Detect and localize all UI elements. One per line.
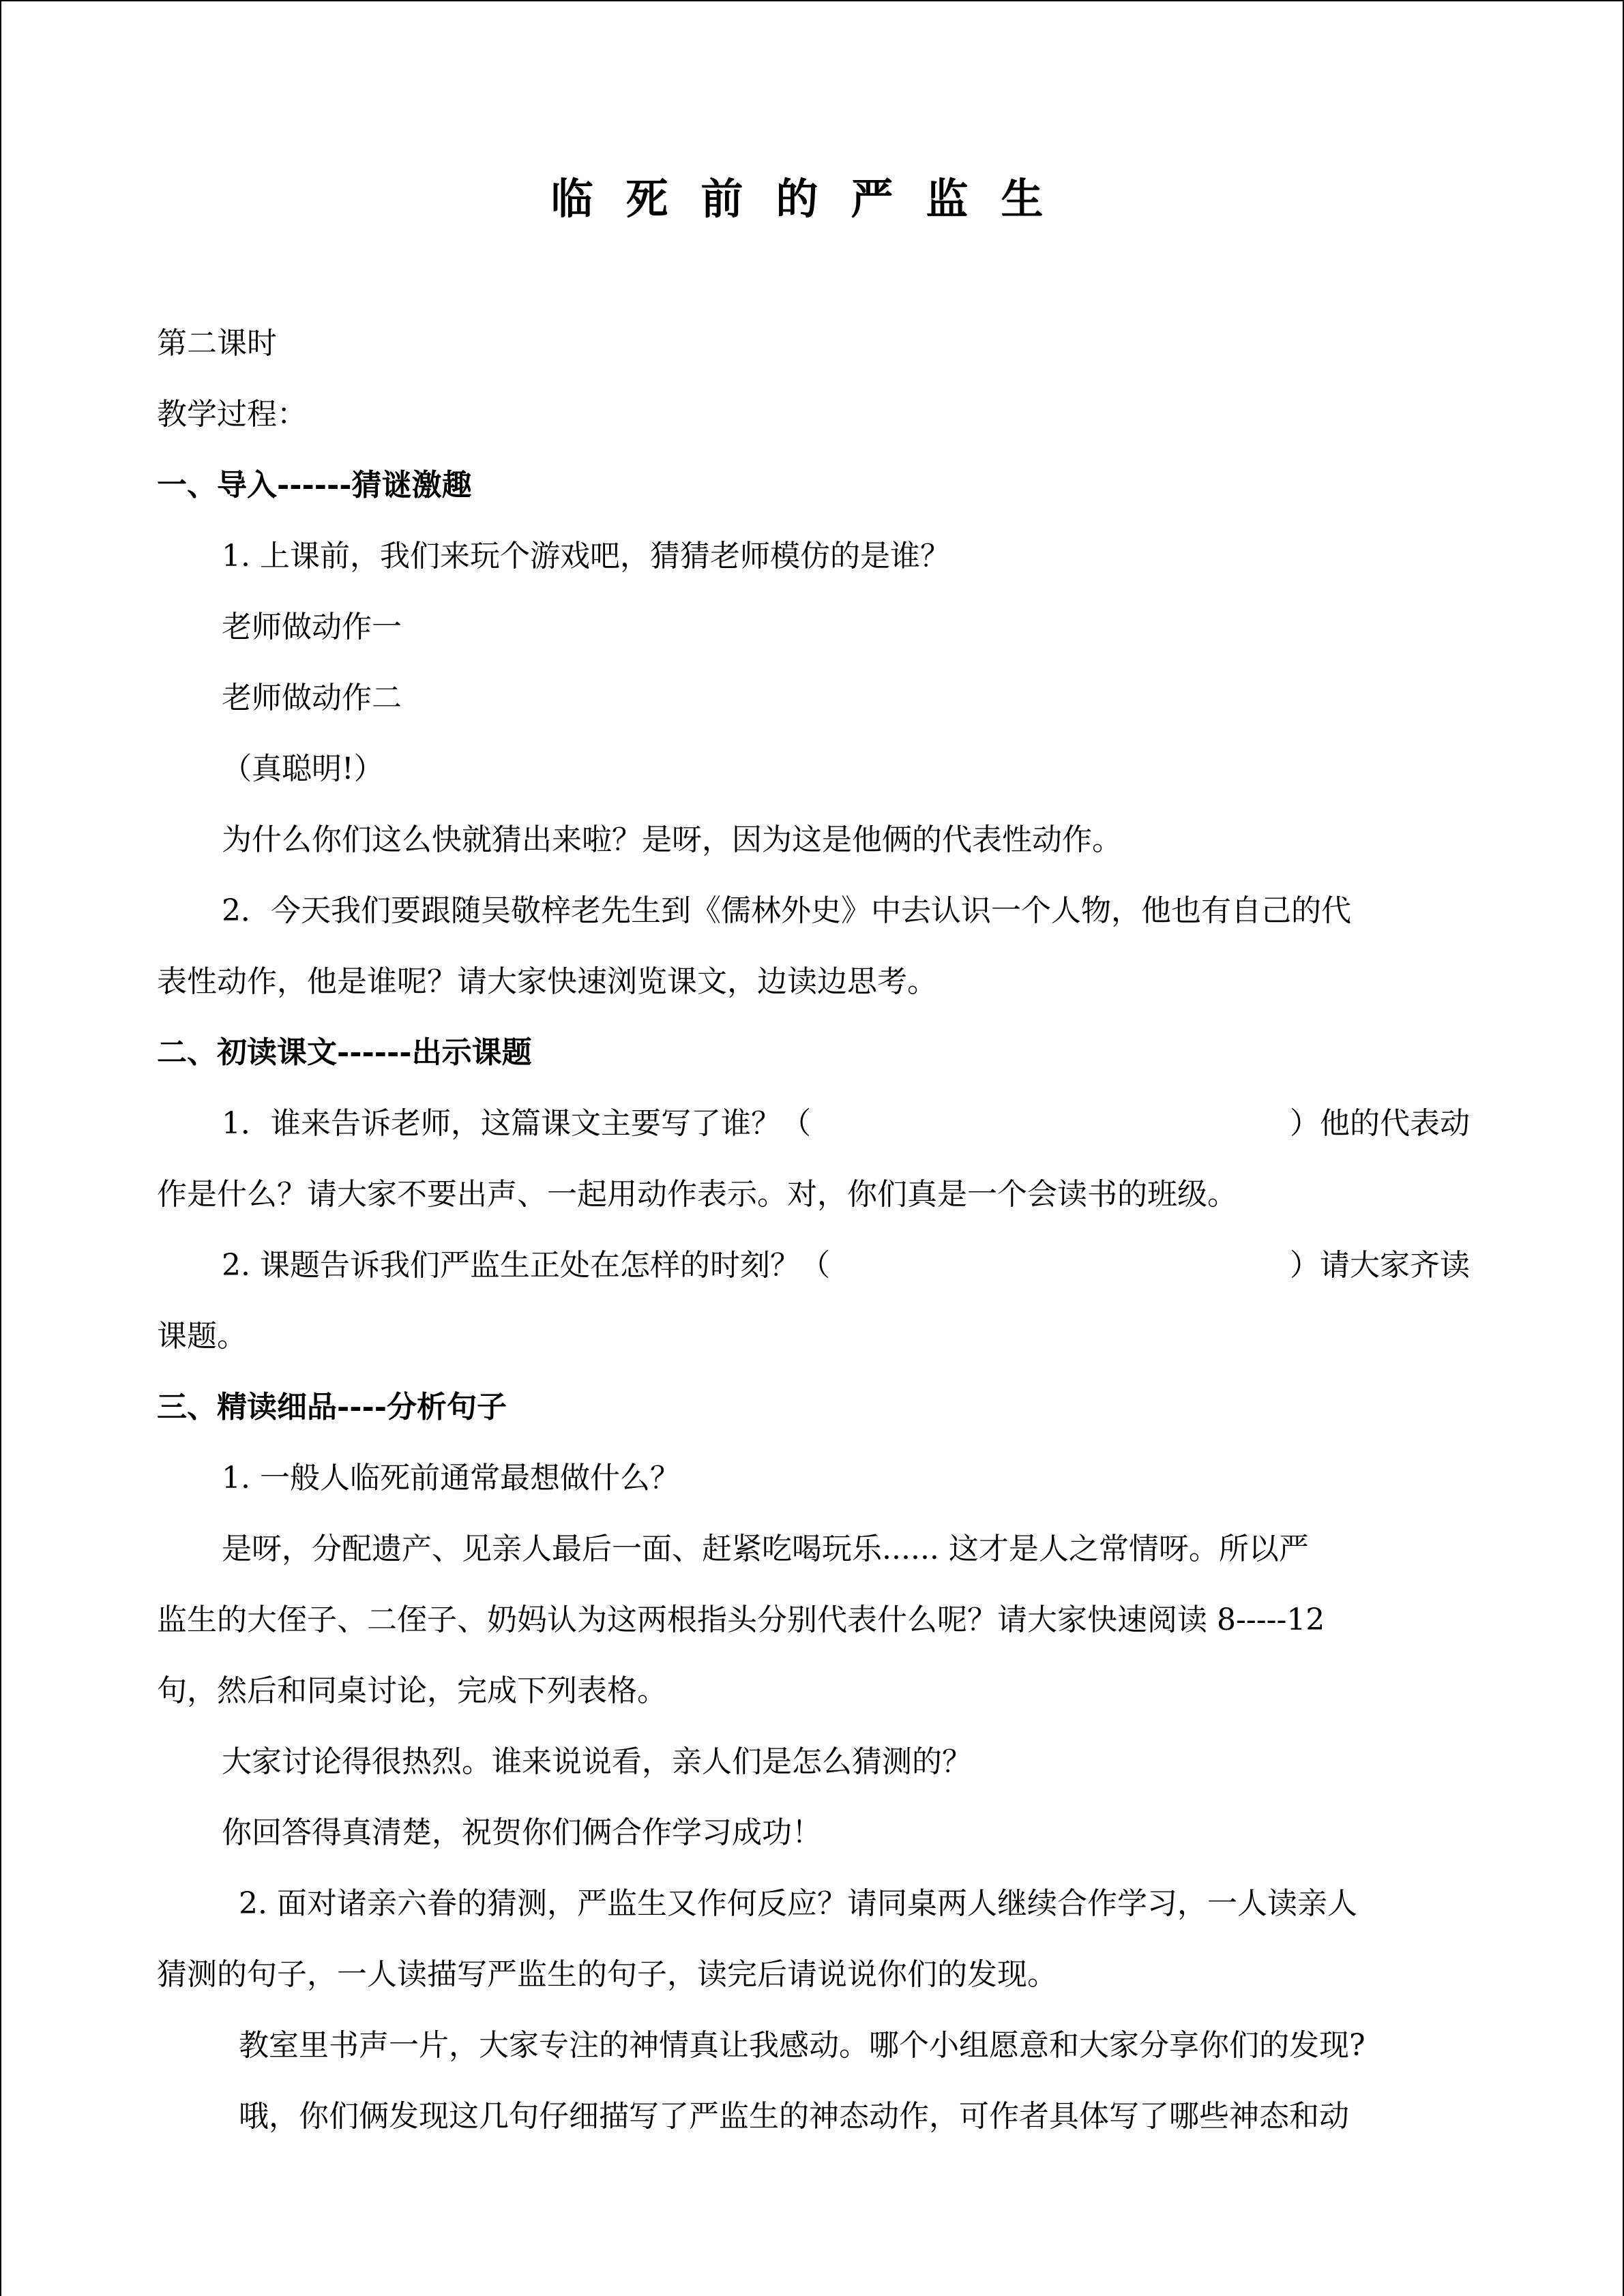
paragraph: 句，然后和同桌讨论，完成下列表格。 [157, 1673, 667, 1708]
paragraph: 1. 一般人临死前通常最想做什么？ [222, 1461, 680, 1495]
paragraph: 哦，你们俩发现这几句仔细描写了严监生的神态动作，可作者具体写了哪些神态和动 [239, 2099, 1349, 2134]
paragraph: 2．今天我们要跟随吴敬梓老先生到《儒林外史》中去认识一个人物，他也有自己的代 [222, 893, 1351, 928]
paragraph: 表性动作，他是谁呢？请大家快速浏览课文，边读边思考。 [157, 964, 937, 999]
document-body [157, 322, 1470, 2166]
question-text: 2. 课题告诉我们严监生正处在怎样的时刻？（ [222, 1248, 830, 1283]
paragraph-with-blank [157, 1244, 1470, 1315]
section-heading-1: 一、导入------猜谜激趣 [157, 468, 472, 503]
section-heading-3: 三、精读细品----分析句子 [157, 1390, 507, 1425]
paragraph: 1. 上课前，我们来玩个游戏吧，猜猜老师模仿的是谁？ [222, 539, 950, 573]
process-label: 教学过程： [157, 397, 307, 432]
paragraph: 2. 面对诸亲六眷的猜测，严监生又作何反应？请同桌两人继续合作学习，一人读亲人 [239, 1886, 1357, 1921]
question-tail: ）他的代表动 [1290, 1106, 1470, 1141]
paragraph: 老师做动作一 [222, 610, 402, 644]
paragraph: 监生的大侄子、二侄子、奶妈认为这两根指头分别代表什么呢？请大家快速阅读 8-----12 [157, 1602, 1325, 1637]
document-title: 临死前的严监生 [550, 174, 1076, 224]
lesson-period: 第二课时 [157, 326, 277, 361]
paragraph: （真聪明!） [222, 751, 384, 786]
paragraph-with-blank [157, 1102, 1470, 1173]
paragraph: 老师做动作二 [222, 681, 402, 715]
paragraph: 教室里书声一片，大家专注的神情真让我感动。哪个小组愿意和大家分享你们的发现? [239, 2028, 1365, 2063]
paragraph: 课题。 [157, 1319, 247, 1354]
question-text: 1．谁来告诉老师，这篇课文主要写了谁？（ [222, 1106, 811, 1141]
paragraph: 为什么你们这么快就猜出来啦？是呀，因为这是他俩的代表性动作。 [222, 822, 1122, 857]
paragraph: 作是什么？请大家不要出声、一起用动作表示。对，你们真是一个会读书的班级。 [157, 1177, 1237, 1212]
paragraph: 大家讨论得很热烈。谁来说说看，亲人们是怎么猜测的？ [222, 1744, 972, 1779]
section-heading-2: 二、初读课文------出示课题 [157, 1035, 532, 1070]
question-tail: ）请大家齐读 [1290, 1248, 1470, 1283]
paragraph: 是呀，分配遗产、见亲人最后一面、赶紧吃喝玩乐...... 这才是人之常情呀。所以严 [222, 1532, 1309, 1566]
paragraph: 猜测的句子，一人读描写严监生的句子，读完后请说说你们的发现。 [157, 1957, 1057, 1992]
paragraph: 你回答得真清楚，祝贺你们俩合作学习成功！ [222, 1815, 822, 1850]
